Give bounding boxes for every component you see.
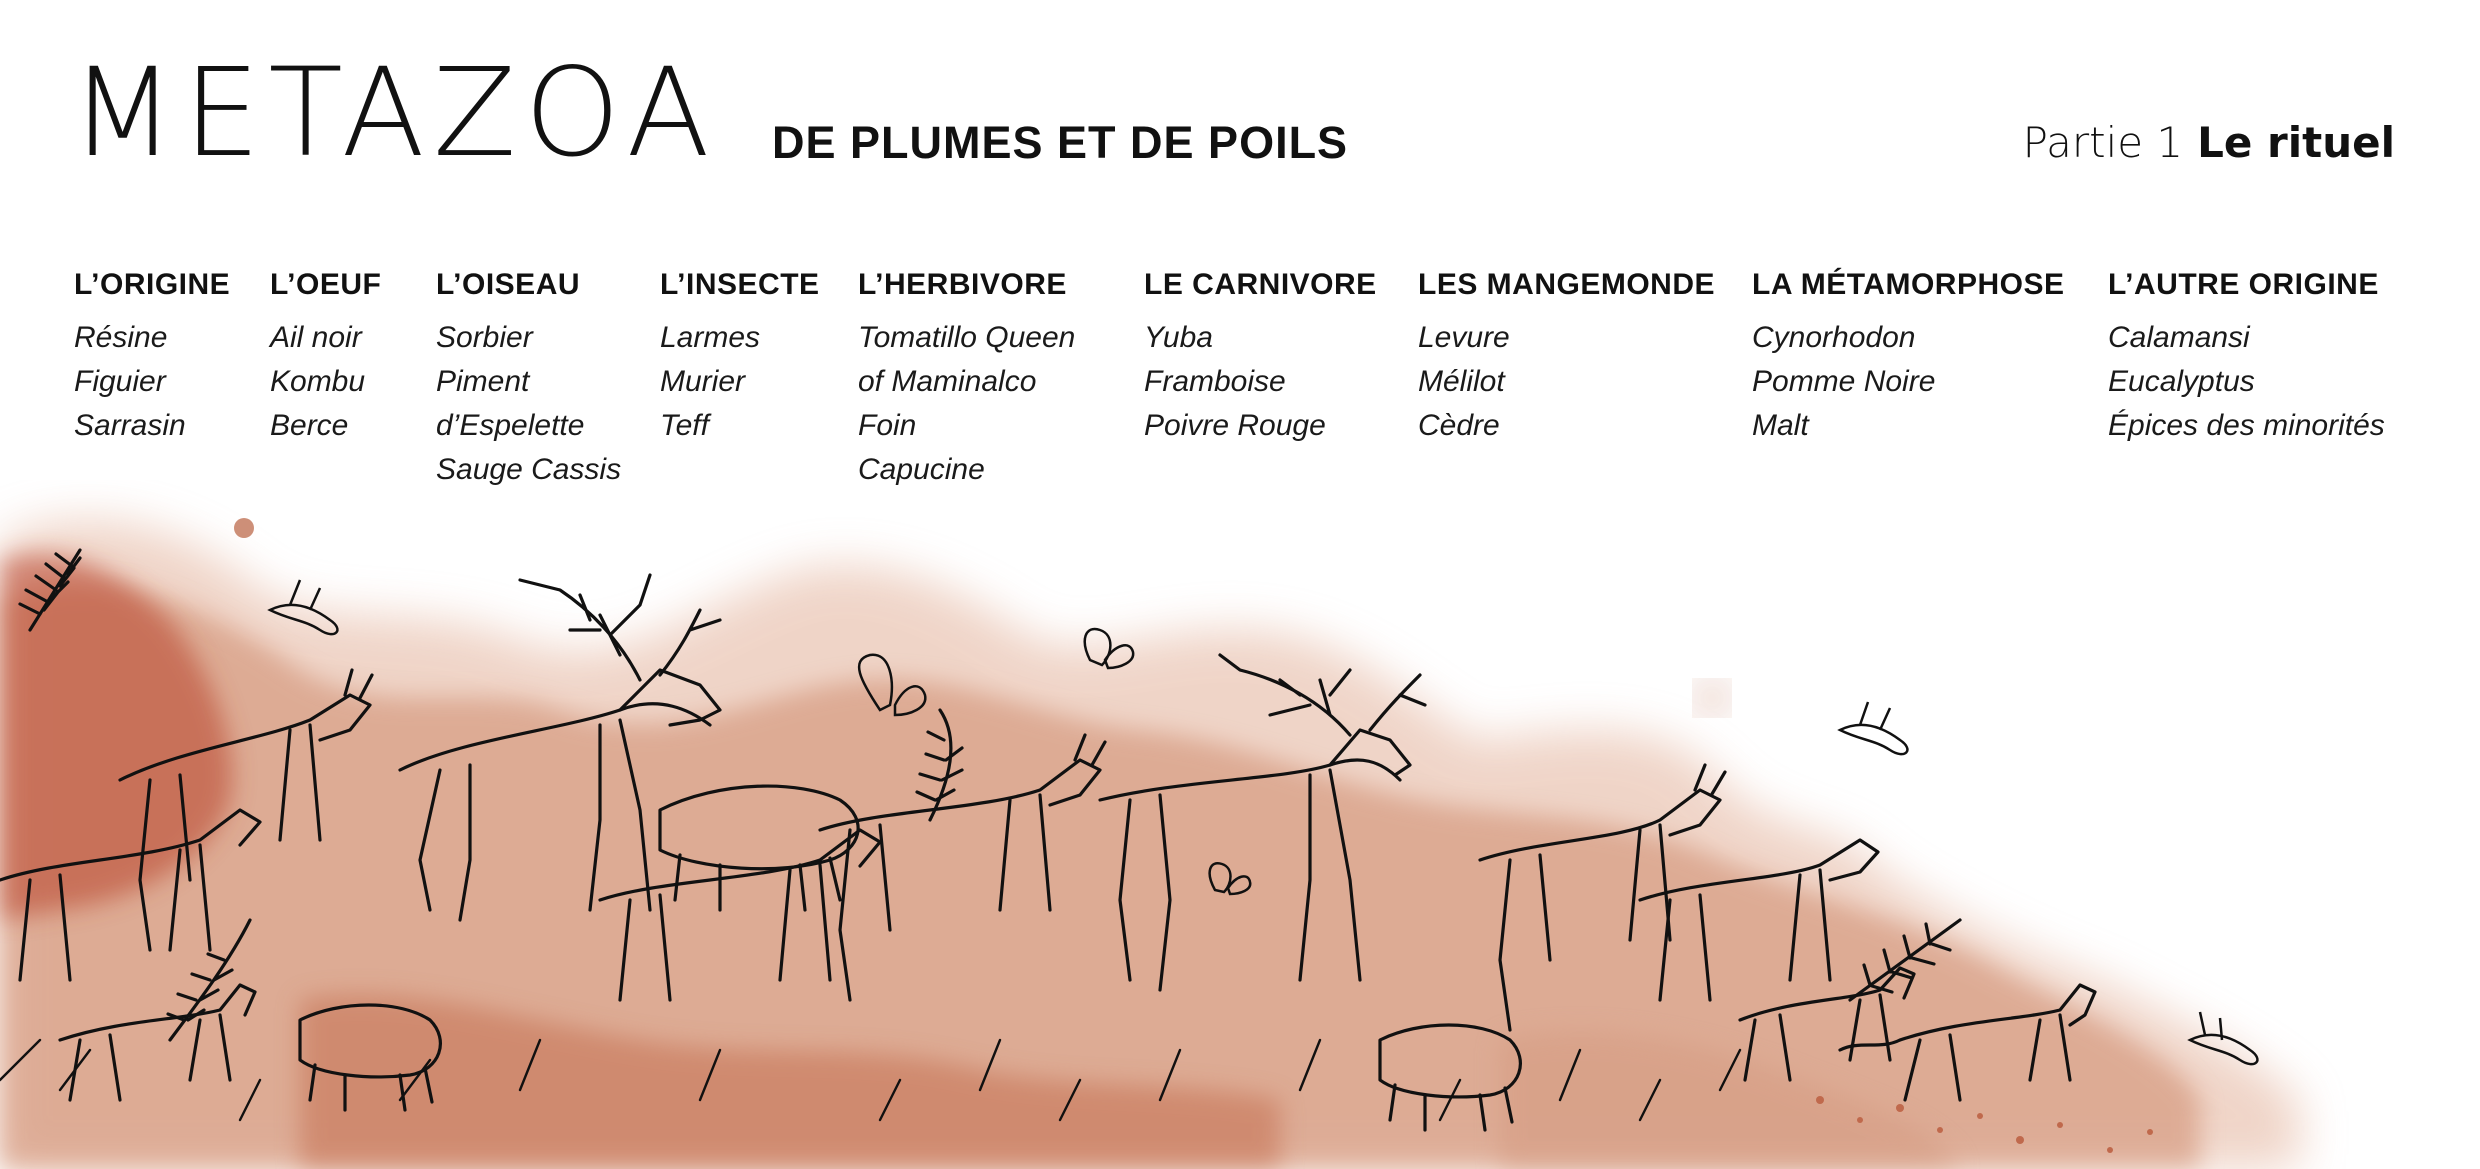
page-subtitle: DE PLUMES ET DE POILS (772, 117, 1349, 168)
part-label: Partie 1 (2022, 118, 2184, 167)
list-item: Teff (660, 409, 709, 442)
list-item: Calamansi (2108, 321, 2250, 354)
column-heading: LE CARNIVORE (1144, 268, 1377, 301)
list-item: d’Espelette (436, 409, 585, 442)
column-heading: LES MANGEMONDE (1418, 268, 1716, 301)
list-item: Cèdre (1418, 409, 1500, 442)
list-item: Sarrasin (74, 409, 186, 442)
list-item: Kombu (270, 365, 366, 398)
list-item: of Maminalco (858, 365, 1037, 398)
animal-procession-illustration (0, 480, 2480, 1169)
bird-icon (1840, 702, 1907, 754)
list-item: Foin (858, 409, 917, 442)
column-heading: L’INSECTE (660, 268, 820, 301)
column-heading: L’ORIGINE (74, 268, 231, 301)
list-item: Berce (270, 409, 349, 442)
column-autre-origine (2108, 270, 2385, 448)
list-item: Eucalyptus (2108, 365, 2255, 398)
part-indicator (2022, 118, 2395, 167)
list-item: Murier (660, 365, 746, 398)
list-item: Malt (1752, 409, 1809, 442)
list-item: Yuba (1144, 321, 1213, 354)
column-mangemonde (1418, 270, 1715, 448)
list-item: Capucine (858, 453, 985, 486)
list-item: Poivre Rouge (1144, 409, 1326, 442)
list-item: Figuier (74, 365, 166, 398)
column-insecte (660, 270, 820, 448)
column-heading: L’AUTRE ORIGINE (2108, 268, 2379, 301)
column-herbivore (858, 270, 1075, 492)
column-heading: LA MÉTAMORPHOSE (1752, 268, 2065, 301)
list-item: Mélilot (1418, 365, 1505, 398)
column-metamorphose (1752, 270, 2065, 448)
column-heading: L’OISEAU (436, 268, 581, 301)
list-item: Épices des minorités (2108, 409, 2385, 442)
list-item: Framboise (1144, 365, 1286, 398)
list-item: Résine (74, 321, 168, 354)
part-name: Le rituel (2197, 118, 2395, 167)
column-origine (74, 270, 230, 448)
list-item: Sauge Cassis (436, 453, 622, 486)
list-item: Cynorhodon (1752, 321, 1916, 354)
list-item: Sorbier (436, 321, 533, 354)
column-oeuf (270, 270, 381, 448)
column-carnivore (1144, 270, 1377, 448)
column-oiseau (436, 270, 621, 492)
column-heading: L’OEUF (270, 268, 382, 301)
list-item: Ail noir (270, 321, 362, 354)
list-item: Pomme Noire (1752, 365, 1936, 398)
list-item: Tomatillo Queen (858, 321, 1076, 354)
list-item: Larmes (660, 321, 761, 354)
page-title: METAZOA (70, 42, 718, 184)
list-item: Piment (436, 365, 530, 398)
list-item: Levure (1418, 321, 1510, 354)
column-heading: L’HERBIVORE (858, 268, 1067, 301)
